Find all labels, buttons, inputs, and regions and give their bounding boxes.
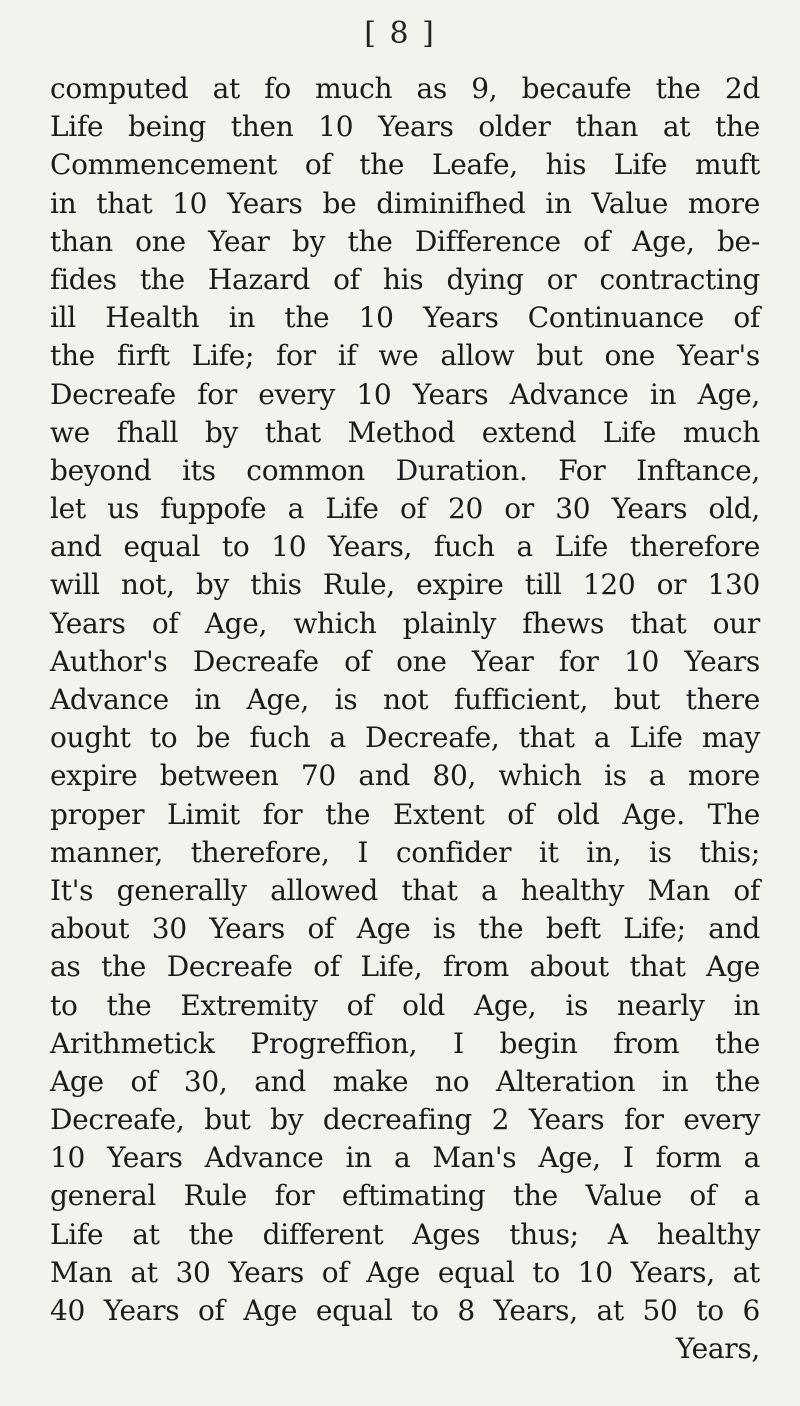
page-number: [ 8 ]: [364, 16, 436, 51]
text-line: Life at the different Ages thus; A healthy: [50, 1217, 760, 1251]
body-text: [50, 70, 760, 1368]
text-line: Life being then 10 Years older than at the: [50, 110, 760, 144]
text-line: Decreafe, but by decreafing 2 Years for every: [50, 1103, 760, 1137]
text-line: expire between 70 and 80, which is a more: [50, 759, 760, 793]
text-line: we fhall by that Method extend Life much: [50, 415, 760, 449]
text-line: computed at fo much as 9, becaufe the 2d: [50, 72, 760, 105]
text-line: Decreafe for every 10 Years Advance in Age,: [50, 377, 760, 411]
text-line: beyond its common Duration. For Inftance,: [50, 453, 760, 487]
catchword: Years,: [675, 1332, 760, 1366]
text-line: in that 10 Years be diminifhed in Value more: [50, 186, 760, 220]
text-line: general Rule for eftimating the Value of a: [50, 1179, 760, 1213]
text-line: 10 Years Advance in a Man's Age, I form a: [50, 1141, 760, 1175]
text-line: than one Year by the Difference of Age, be-: [50, 224, 760, 258]
text-line: ought to be fuch a Decreafe, that a Life may: [50, 721, 760, 755]
text-line: ill Health in the 10 Years Continuance of: [50, 301, 760, 335]
text-line: let us fuppofe a Life of 20 or 30 Years old,: [50, 492, 760, 526]
text-line: fides the Hazard of his dying or contracting: [50, 262, 760, 296]
text-line: Advance in Age, is not fufficient, but there: [50, 683, 760, 716]
text-line: about 30 Years of Age is the beft Life; and: [50, 912, 760, 946]
text-line: proper Limit for the Extent of old Age. The: [50, 797, 760, 831]
text-line: Arithmetick Progreffion, I begin from the: [50, 1026, 760, 1060]
text-line: 40 Years of Age equal to 8 Years, at 50 to 6: [50, 1294, 760, 1327]
text-line: to the Extremity of old Age, is nearly in: [50, 988, 760, 1022]
text-line: It's generally allowed that a healthy Man of: [50, 873, 760, 907]
text-line: Years of Age, which plainly fhews that our: [50, 606, 760, 640]
text-line: Man at 30 Years of Age equal to 10 Years, at: [50, 1255, 760, 1289]
text-line: manner, therefore, I confider it in, is this;: [50, 835, 760, 869]
text-line: will not, by this Rule, expire till 120 or 130: [50, 568, 760, 602]
text-line: Age of 30, and make no Alteration in the: [50, 1064, 760, 1098]
text-line: as the Decreafe of Life, from about that Age: [50, 950, 760, 984]
text-line: and equal to 10 Years, fuch a Life therefore: [50, 530, 760, 564]
text-line: the firft Life; for if we allow but one Year's: [50, 339, 760, 373]
text-line: Commencement of the Leafe, his Life muft: [50, 148, 760, 182]
text-line: Author's Decreafe of one Year for 10 Years: [50, 644, 760, 678]
